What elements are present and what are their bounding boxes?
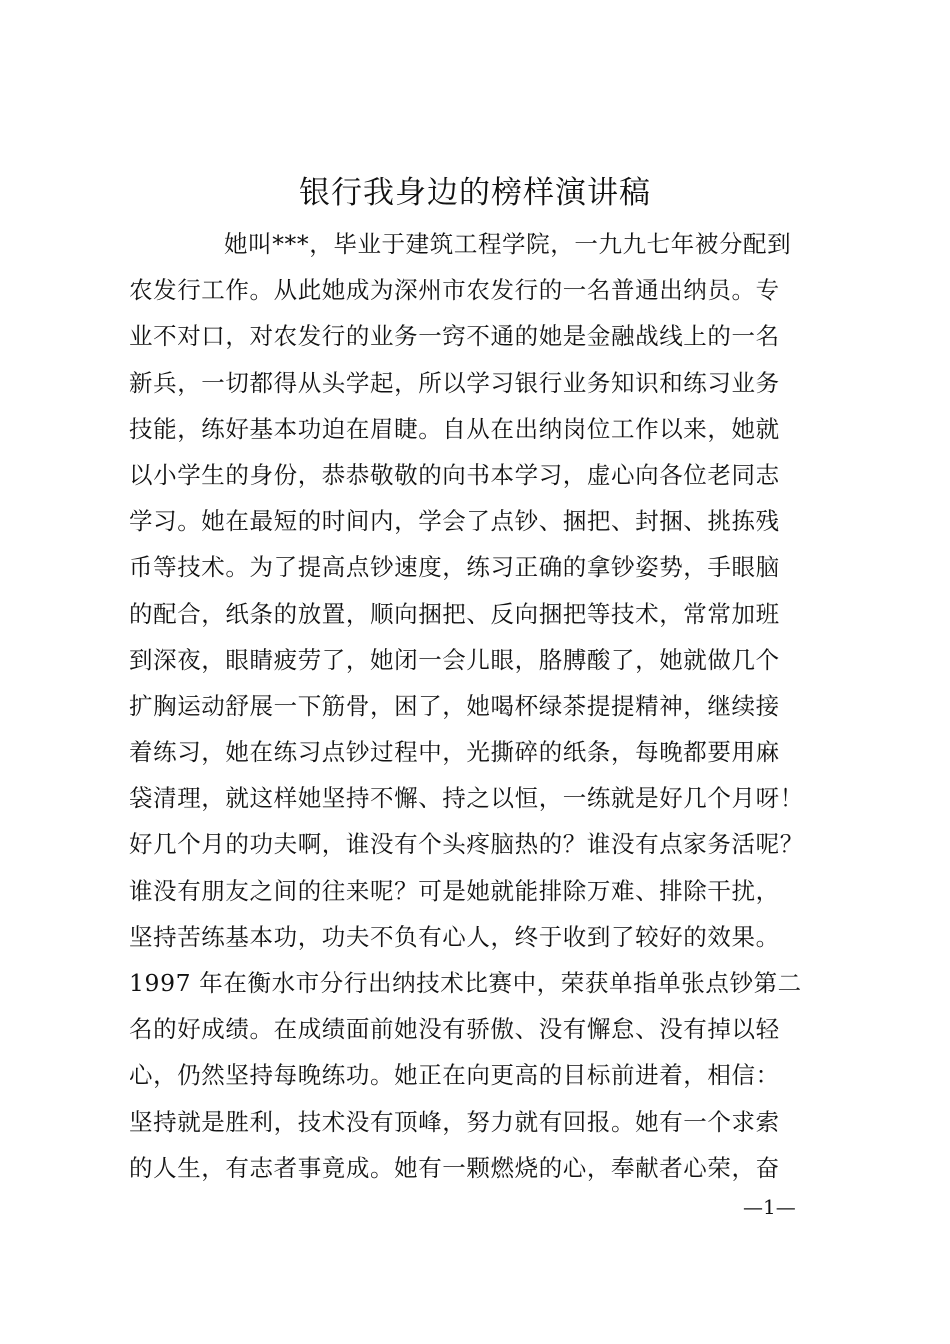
paragraph-line: 心，仍然坚持每晚练功。她正在向更高的目标前进着，相信： [129, 1061, 780, 1090]
page-number: —1— [743, 1195, 796, 1219]
paragraph-line: 学习。她在最短的时间内，学会了点钞、捆把、封捆、挑拣残 [129, 507, 780, 536]
paragraph-line: 坚持苦练基本功，功夫不负有心人，终于收到了较好的效果。 [129, 922, 780, 951]
document-title: 银行我身边的榜样演讲稿 [299, 175, 651, 211]
paragraph-line: 技能，练好基本功迫在眉睫。自从在出纳岗位工作以来，她就 [129, 414, 780, 443]
paragraph-line: 她叫***，毕业于建筑工程学院，一九九七年被分配到 [224, 230, 792, 258]
paragraph-line: 1997 年在衡水市分行出纳技术比赛中，荣获单指单张点钞第二 [129, 969, 802, 997]
paragraph-line: 好几个月的功夫啊，谁没有个头疼脑热的？谁没有点家务活呢？ [129, 830, 804, 859]
document-body [129, 221, 839, 1191]
paragraph-line: 着练习，她在练习点钞过程中，光撕碎的纸条，每晚都要用麻 [129, 738, 780, 767]
paragraph-line: 到深夜，眼睛疲劳了，她闭一会儿眼，胳膊酸了，她就做几个 [129, 645, 780, 674]
paragraph-line: 农发行工作。从此她成为深州市农发行的一名普通出纳员。专 [129, 276, 780, 305]
paragraph-line: 以小学生的身份，恭恭敬敬的向书本学习，虚心向各位老同志 [129, 460, 780, 489]
paragraph-line: 的配合，纸条的放置，顺向捆把、反向捆把等技术，常常加班 [129, 599, 780, 628]
paragraph-line: 袋清理，就这样她坚持不懈、持之以恒，一练就是好几个月呀！ [129, 784, 804, 813]
paragraph-line: 名的好成绩。在成绩面前她没有骄傲、没有懈怠、没有掉以轻 [129, 1015, 780, 1044]
paragraph-line: 扩胸运动舒展一下筋骨，困了，她喝杯绿茶提提精神，继续接 [129, 691, 780, 720]
paragraph-line: 坚持就是胜利，技术没有顶峰，努力就有回报。她有一个求索 [129, 1107, 780, 1136]
paragraph-line: 新兵，一切都得从头学起，所以学习银行业务知识和练习业务 [129, 368, 780, 397]
paragraph-line: 业不对口，对农发行的业务一窍不通的她是金融战线上的一名 [129, 322, 780, 351]
paragraph-line: 币等技术。为了提高点钞速度，练习正确的拿钞姿势，手眼脑 [129, 553, 780, 582]
paragraph-line: 的人生，有志者事竟成。她有一颗燃烧的心，奉献者心荣，奋 [129, 1153, 780, 1182]
paragraph-line: 谁没有朋友之间的往来呢？可是她就能排除万难、排除干扰， [129, 876, 780, 905]
